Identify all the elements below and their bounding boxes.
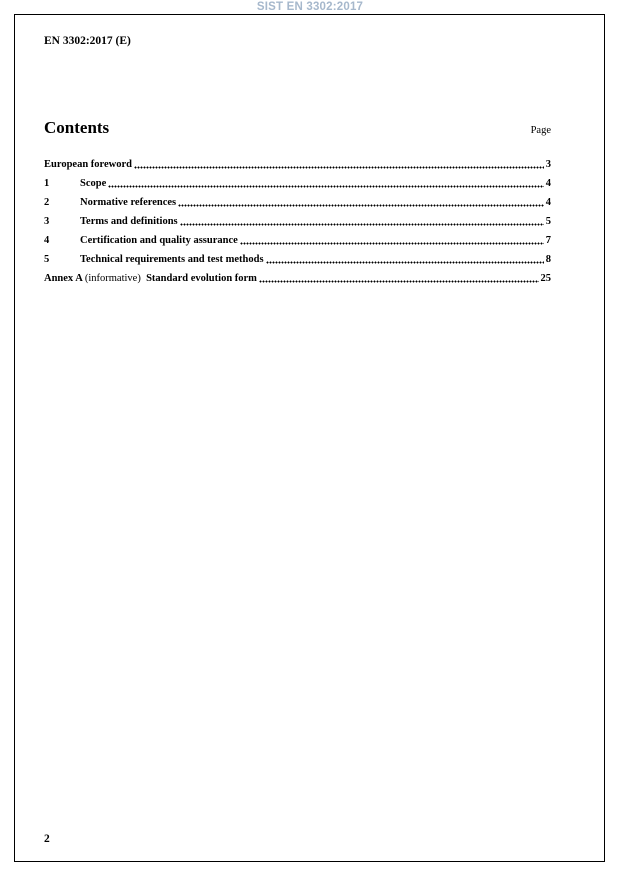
document-reference: EN 3302:2017 (E)	[44, 35, 131, 47]
page-column-label: Page	[530, 125, 551, 136]
toc-entry-number: 3	[44, 216, 50, 227]
dot-leader	[134, 166, 544, 169]
toc-entry-label: Terms and definitions	[80, 216, 178, 227]
toc-entry-number: 5	[44, 254, 50, 265]
toc-entry-label: Certification and quality assurance	[80, 235, 238, 246]
toc-entry-page: 4	[545, 178, 551, 189]
toc-entry-page: 8	[545, 254, 551, 265]
toc-entry-number: 2	[44, 197, 50, 208]
toc-entry-number: 1	[44, 178, 50, 189]
toc-entry	[44, 269, 551, 288]
toc-entry-number: 4	[44, 235, 50, 246]
toc-entry-label: European foreword	[44, 159, 132, 170]
contents-title: Contents	[44, 118, 110, 137]
toc-entry-page: 5	[545, 216, 551, 227]
toc-entry-page: 25	[540, 273, 551, 284]
toc-entry-page: 7	[545, 235, 551, 246]
toc-entry	[44, 212, 551, 231]
contents-header	[44, 118, 551, 138]
watermark-text: SIST EN 3302:2017	[256, 1, 364, 13]
dot-leader	[266, 261, 544, 264]
dot-leader	[178, 204, 544, 207]
toc-entry-label: Technical requirements and test methods	[80, 254, 264, 265]
dot-leader	[108, 185, 544, 188]
toc-entry-page: 4	[545, 197, 551, 208]
toc-entry-label: Standard evolution form	[140, 273, 257, 284]
toc-entry	[44, 250, 551, 269]
dot-leader	[180, 223, 544, 226]
toc-entry-label: Normative references	[80, 197, 177, 208]
toc-entry-label: Annex A	[44, 273, 85, 284]
toc-entry	[44, 231, 551, 250]
toc-entry	[44, 193, 551, 212]
dot-leader	[259, 280, 539, 283]
dot-leader	[240, 242, 544, 245]
table-of-contents	[44, 155, 551, 288]
toc-entry	[44, 155, 551, 174]
toc-entry-label: Scope	[80, 178, 107, 189]
toc-entry-label: (informative)	[84, 273, 141, 284]
toc-entry	[44, 174, 551, 193]
toc-entry-page: 3	[545, 159, 551, 170]
footer-page-number: 2	[44, 833, 50, 845]
page-border	[14, 14, 605, 862]
